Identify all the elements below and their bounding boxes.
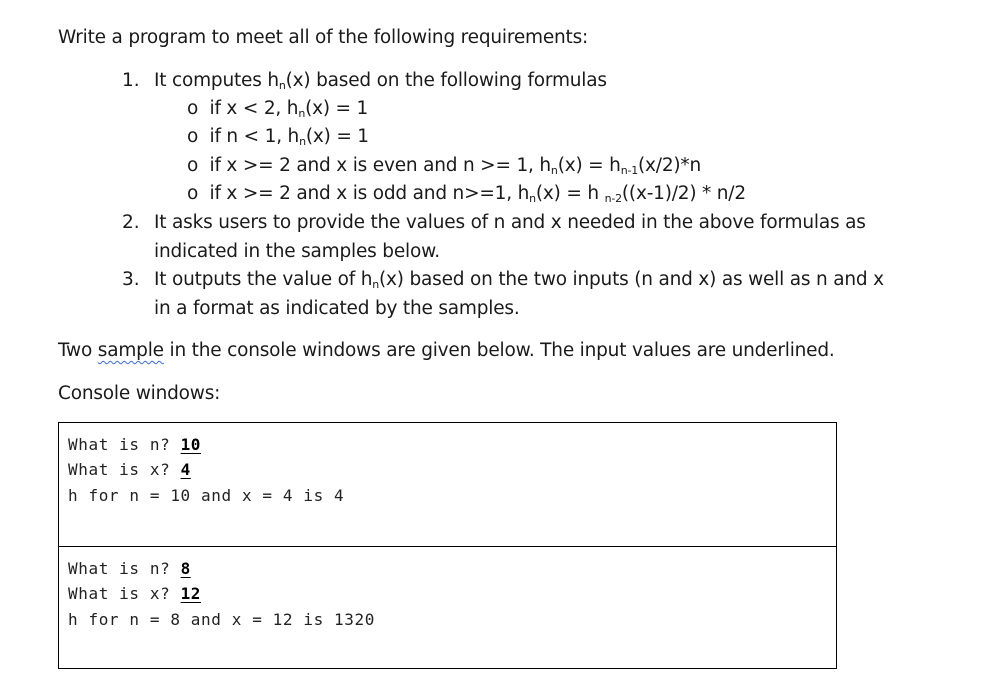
console-heading: Console windows: (58, 383, 221, 404)
formula-3: o if x >= 2 and x is even and n >= 1, $h_n(x) = h_{n-1}(x/2)*n$ (187, 155, 701, 177)
console-window-1 (58, 422, 837, 547)
console-2-prompt-x: What is x? 12 (68, 584, 202, 603)
console-2-input-n: 8 (180, 559, 191, 578)
console-2-input-x: 12 (180, 584, 202, 603)
list-number-2: 2. (122, 212, 140, 233)
requirement-2-line-2: indicated in the samples below. (154, 241, 440, 262)
formula-2: o if n < 1, $h_n(x) = 1$ (187, 126, 369, 148)
console-1-input-x: 4 (180, 460, 191, 479)
console-1-output: h for n = 10 and x = 4 is 4 (68, 486, 345, 505)
console-2-prompt-n: What is n? 8 (68, 559, 191, 578)
requirement-3-line-2: in a format as indicated by the samples. (154, 298, 520, 319)
requirement-1: It computes $h_n(x)$ based on the following formulas (154, 70, 607, 92)
console-1-input-n: 10 (180, 435, 202, 454)
console-window-2 (58, 546, 837, 669)
formula-4: o if x >= 2 and x is odd and n>=1, $h_n(x) = h$ $_{n-2}$((x-1)/2) * n/2 (187, 183, 746, 205)
requirement-2-line-1: It asks users to provide the values of n and x needed in the above formulas as (154, 212, 866, 233)
console-2-output: h for n = 8 and x = 12 is 1320 (68, 610, 375, 629)
requirement-3-line-1: It outputs the value of $h_n(x)$ based on the two inputs (n and x) as well as n and x (154, 269, 884, 291)
samples-note: Two sample in the console windows are given below. The input values are underlined. (58, 340, 835, 361)
formula-1: o if x < 2, $h_n(x) = 1$ (187, 98, 369, 120)
console-1-prompt-n: What is n? 10 (68, 435, 202, 454)
list-number-1: 1. (122, 70, 140, 91)
console-1-prompt-x: What is x? 4 (68, 460, 191, 479)
spellcheck-squiggle: sample (97, 340, 164, 361)
intro-text: Write a program to meet all of the following requirements: (58, 27, 589, 48)
list-number-3: 3. (122, 269, 140, 290)
